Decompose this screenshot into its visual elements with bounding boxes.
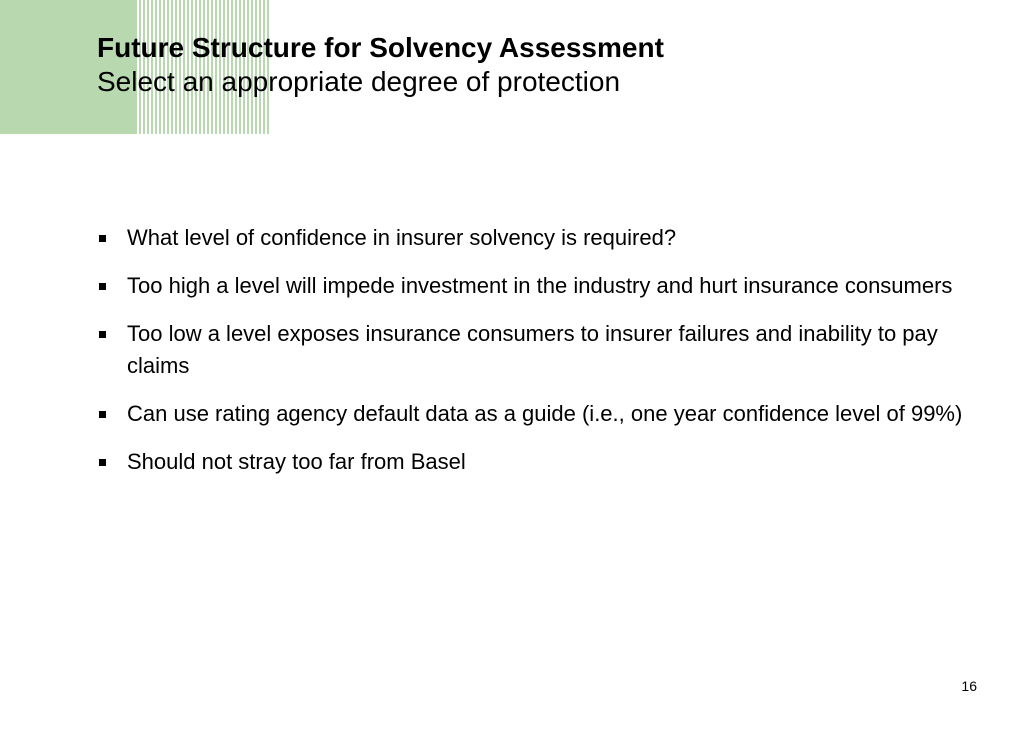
square-bullet-icon bbox=[99, 331, 106, 338]
bullet-text: Too high a level will impede investment in the industry and hurt insurance consumers bbox=[127, 273, 953, 298]
bullet-text: What level of confidence in insurer solvency is required? bbox=[127, 225, 677, 250]
page-number: 16 bbox=[961, 678, 977, 694]
bullet-item bbox=[97, 270, 977, 302]
bullet-list bbox=[97, 222, 977, 494]
square-bullet-icon bbox=[99, 411, 106, 418]
bullet-text: Too low a level exposes insurance consumers to insurer failures and inability to pay claims bbox=[127, 321, 938, 378]
slide-subtitle: Select an appropriate degree of protection bbox=[97, 66, 621, 97]
slide-title: Future Structure for Solvency Assessment bbox=[97, 32, 664, 63]
bullet-item bbox=[97, 318, 977, 382]
bullet-text: Should not stray too far from Basel bbox=[127, 449, 466, 474]
bullet-text: Can use rating agency default data as a guide (i.e., one year confidence level of 99%) bbox=[127, 401, 963, 426]
square-bullet-icon bbox=[99, 459, 106, 466]
bullet-item bbox=[97, 398, 977, 430]
bullet-item bbox=[97, 222, 977, 254]
square-bullet-icon bbox=[99, 235, 106, 242]
bullet-item bbox=[97, 446, 977, 478]
square-bullet-icon bbox=[99, 283, 106, 290]
title-block bbox=[97, 31, 664, 98]
